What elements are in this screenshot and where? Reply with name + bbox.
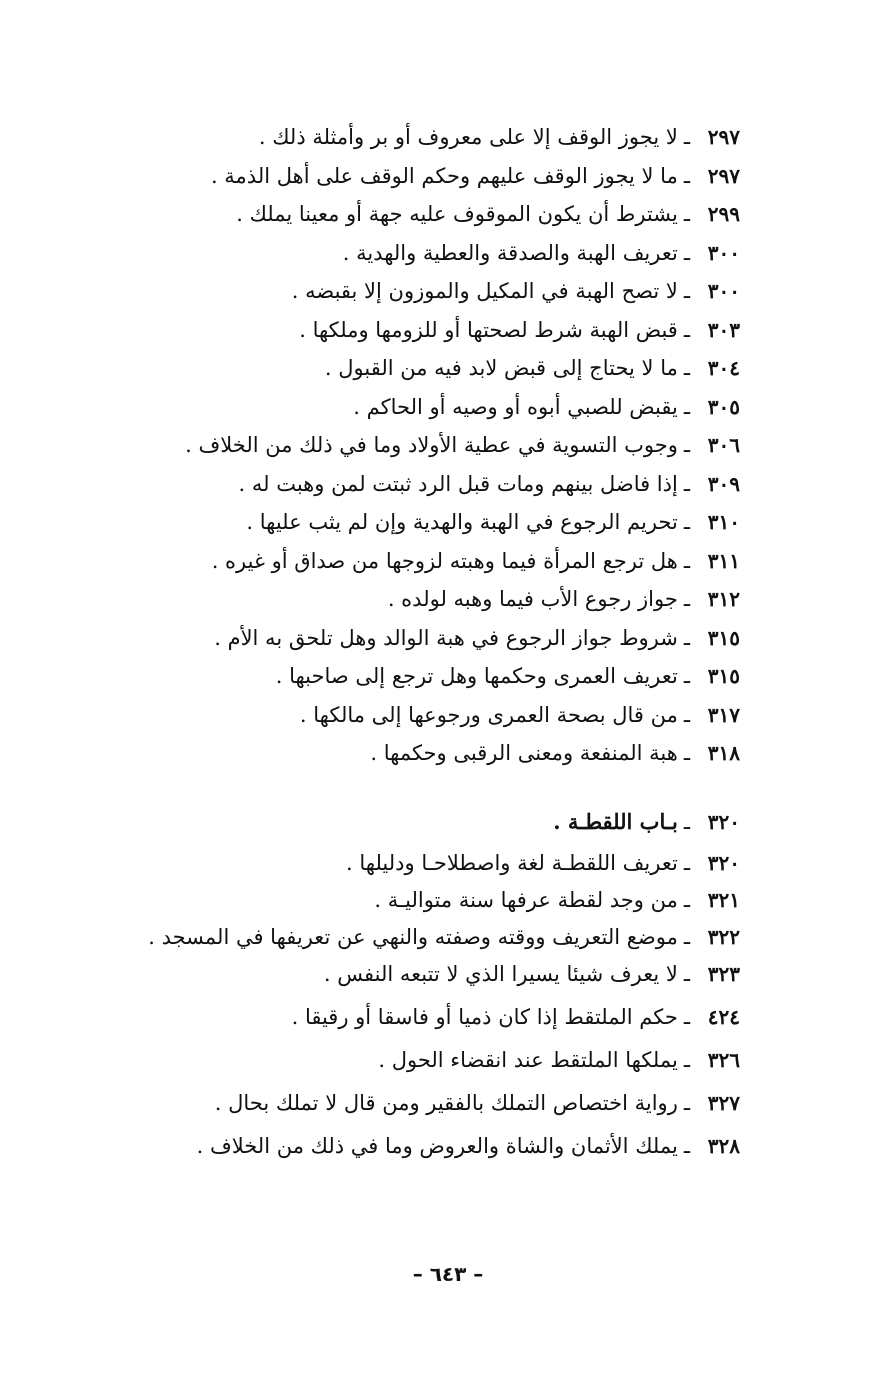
entry-title: يشترط أن يكون الموقوف عليه جهة أو معينا يملك .	[236, 202, 678, 226]
entry-page-number: ٣٢١	[707, 888, 740, 912]
toc-entry	[120, 1042, 740, 1079]
entry-dash: ـ	[683, 851, 690, 875]
entry-title: حكم الملتقط إذا كان ذميا أو فاسقا أو رقيقا .	[291, 1005, 678, 1029]
entry-dash: ـ	[683, 1048, 690, 1072]
entry-title: رواية اختصاص التملك بالفقير ومن قال لا تملك بحال .	[214, 1091, 678, 1115]
entry-title: هبة المنفعة ومعنى الرقبى وحكمها .	[370, 741, 678, 765]
entry-title: لا يعرف شيئا يسيرا الذي لا تتبعه النفس .	[323, 962, 678, 986]
entry-dash: ـ	[683, 394, 690, 419]
entry-title: تعريف العمرى وحكمها وهل ترجع إلى صاحبها .	[275, 664, 678, 688]
entry-dash: ـ	[683, 962, 690, 986]
entry-dash: ـ	[683, 125, 690, 149]
entry-title: من قال بصحة العمرى ورجوعها إلى مالكها .	[299, 702, 678, 727]
toc-entry	[120, 999, 740, 1036]
entry-dash: ـ	[683, 202, 690, 226]
entry-page-number: ٣٢٢	[707, 925, 740, 949]
entry-title: تعريف الهبة والصدقة والعطية والهدية .	[342, 240, 678, 265]
entry-page-number: ٣٢٦	[707, 1048, 740, 1072]
entry-page-number: ٣١٥	[707, 664, 740, 688]
entry-dash: ـ	[683, 433, 690, 457]
entry-dash: ـ	[683, 1134, 690, 1158]
entry-dash: ـ	[683, 888, 690, 912]
entry-dash: ـ	[683, 625, 690, 650]
entry-page-number: ٣١٢	[707, 587, 740, 611]
entry-title: لا تصح الهبة في المكيل والموزون إلا بقبضه .	[291, 279, 678, 303]
entry-page-number: ٣١٠	[707, 510, 740, 534]
entry-page-number: ٣١٨	[707, 741, 740, 765]
entry-title: شروط جواز الرجوع في هبة الوالد وهل تلحق به الأم .	[214, 625, 678, 650]
entry-page-number: ٣٢٠	[707, 851, 740, 875]
entry-dash: ـ	[683, 1005, 690, 1029]
entry-page-number: ٣١٥	[707, 625, 740, 650]
toc-entry	[120, 311, 740, 350]
entry-dash: ـ	[683, 587, 690, 611]
toc-entry	[120, 956, 740, 993]
entry-title: لا يجوز الوقف إلا على معروف أو بر وأمثلة ذلك .	[258, 125, 678, 149]
entry-title: ما لا يجوز الوقف عليهم وحكم الوقف على أهل الذمة .	[210, 163, 678, 188]
entry-dash: ـ	[683, 510, 690, 534]
toc-entry	[120, 580, 740, 619]
toc-entry	[120, 272, 740, 311]
entry-page-number: ٣٠٤	[707, 356, 740, 380]
entry-page-number: ٣٠٥	[707, 394, 740, 419]
entry-dash: ـ	[683, 741, 690, 765]
entry-title: وجوب التسوية في عطية الأولاد وما في ذلك من الخلاف .	[185, 433, 678, 457]
toc-entry	[120, 349, 740, 388]
entry-page-number: ٣٢٠	[707, 809, 740, 834]
toc-entry	[120, 234, 740, 273]
entry-page-number: ٣٠٠	[707, 279, 740, 303]
entry-dash: ـ	[683, 240, 690, 265]
entry-dash: ـ	[683, 317, 690, 342]
toc-entry	[120, 696, 740, 735]
entry-title: قبض الهبة شرط لصحتها أو للزومها وملكها .	[299, 317, 678, 342]
toc-entry	[120, 1085, 740, 1122]
toc-entry	[120, 465, 740, 504]
entry-page-number: ٣٠٩	[707, 471, 740, 496]
entry-title: تحريم الرجوع في الهبة والهدية وإن لم يثب عليها .	[246, 510, 678, 534]
entry-page-number: ٣٠٣	[707, 317, 740, 342]
toc-entry	[120, 118, 740, 157]
entry-title: من وجد لقطة عرفها سنة متواليـة .	[374, 888, 678, 912]
entry-title: يملك الأثمان والشاة والعروض وما في ذلك من الخلاف .	[196, 1134, 678, 1158]
entry-title: إذا فاضل بينهم ومات قبل الرد ثبتت لمن وهبت له .	[238, 471, 678, 496]
entry-page-number: ٢٩٧	[707, 125, 740, 149]
entry-dash: ـ	[683, 471, 690, 496]
toc-entry	[120, 919, 740, 956]
entry-dash: ـ	[683, 702, 690, 727]
entry-title: يقبض للصبي أبوه أو وصيه أو الحاكم .	[353, 394, 678, 419]
entry-dash: ـ	[683, 925, 690, 949]
toc-entry	[120, 1128, 740, 1165]
entry-page-number: ٣١٧	[707, 702, 740, 727]
entry-page-number: ٣١١	[707, 548, 740, 573]
section-heading	[120, 803, 740, 842]
entry-title: موضع التعريف ووقته وصفته والنهي عن تعريفها في المسجد .	[148, 925, 678, 949]
entry-dash: ـ	[683, 163, 690, 188]
entry-dash: ـ	[683, 664, 690, 688]
toc-entry	[120, 388, 740, 427]
entry-page-number: ٣٠٦	[707, 433, 740, 457]
toc-entry	[120, 845, 740, 882]
toc-entry	[120, 157, 740, 196]
page-number: – ٦٤٣ –	[412, 1262, 484, 1286]
toc-entry	[120, 195, 740, 234]
entry-page-number: ٣٢٨	[707, 1134, 740, 1158]
entry-dash: ـ	[683, 279, 690, 303]
toc-entry	[120, 619, 740, 658]
toc-entry	[120, 882, 740, 919]
toc-entry	[120, 657, 740, 696]
entry-page-number: ٢٩٧	[707, 163, 740, 188]
entry-title: تعريف اللقطـة لغة واصطلاحـا ودليلها .	[346, 851, 678, 875]
entry-page-number: ٣٢٧	[707, 1091, 740, 1115]
toc-entry	[120, 503, 740, 542]
toc-entry	[120, 426, 740, 465]
toc-entry	[120, 734, 740, 773]
entry-page-number: ٣٢٣	[707, 962, 740, 986]
entry-page-number: ٣٠٠	[707, 240, 740, 265]
toc-entry	[120, 542, 740, 581]
entry-title: هل ترجع المرأة فيما وهبته لزوجها من صداق أو غيره .	[211, 548, 678, 573]
entry-page-number: ٤٢٤	[707, 1005, 740, 1029]
entry-title: ما لا يحتاج إلى قبض لابد فيه من القبول .	[324, 356, 678, 380]
entry-dash: ـ	[683, 1091, 690, 1115]
entry-title: يملكها الملتقط عند انقضاء الحول .	[378, 1048, 678, 1072]
entry-dash: ـ	[683, 356, 690, 380]
entry-title: جواز رجوع الأب فيما وهبه لولده .	[387, 587, 678, 611]
entry-dash: ـ	[683, 548, 690, 573]
entry-dash: ـ	[683, 809, 690, 834]
section-title: بـاب اللقطـة .	[553, 808, 678, 834]
entry-page-number: ٢٩٩	[707, 202, 740, 226]
table-of-contents	[120, 118, 740, 1165]
